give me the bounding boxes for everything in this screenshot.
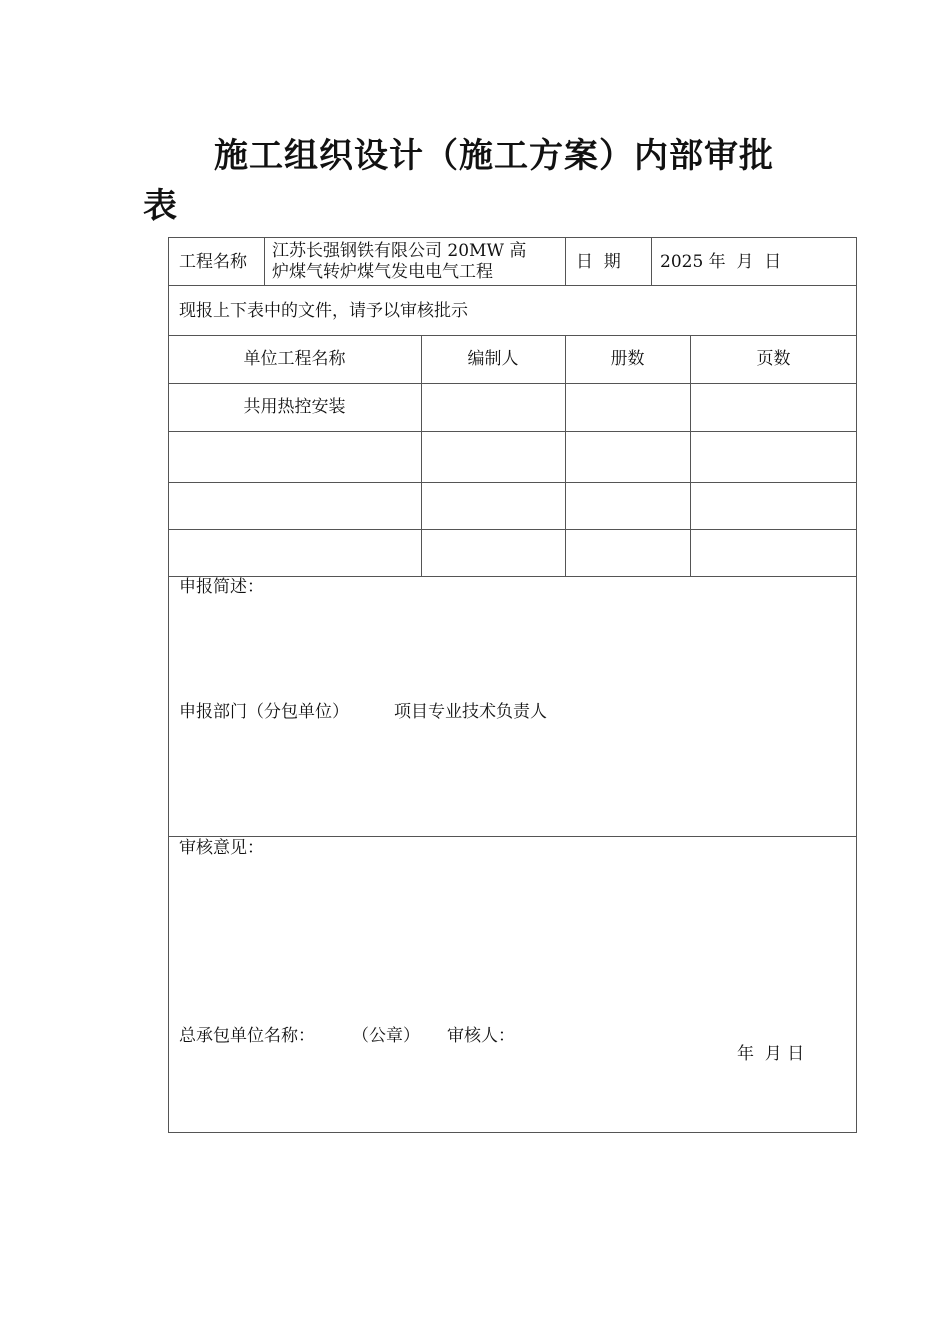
rule-after-row-2 <box>168 482 857 483</box>
column-header-unit-name: 单位工程名称 <box>243 349 346 369</box>
submission-department-label: 申报部门（分包单位） <box>179 702 349 722</box>
review-opinion-label: 审核意见： <box>179 838 264 858</box>
rule-after-columns <box>168 383 857 384</box>
column-divider-3 <box>690 335 691 576</box>
column-header-author: 编制人 <box>467 349 519 369</box>
title-line-1: 施工组织设计（施工方案）内部审批 <box>214 136 774 176</box>
column-divider-2 <box>565 335 566 576</box>
title-line-2: 表 <box>143 186 178 226</box>
project-name-value-line2: 炉煤气转炉煤气发电电气工程 <box>272 262 493 282</box>
contractor-name-label: 总承包单位名称： <box>179 1026 315 1046</box>
date-value: 2025 年 月 日 <box>660 252 782 272</box>
date-label: 日 期 <box>576 252 621 272</box>
header-divider-1 <box>264 237 265 285</box>
rule-after-header <box>168 285 857 286</box>
header-divider-2 <box>565 237 566 285</box>
request-text: 现报上下表中的文件，请予以审核批示 <box>179 301 468 321</box>
header-divider-3 <box>651 237 652 285</box>
rule-after-row-3 <box>168 529 857 530</box>
column-divider-1 <box>421 335 422 576</box>
column-header-volumes: 册数 <box>610 349 645 369</box>
rule-after-request <box>168 335 857 336</box>
rule-after-row-1 <box>168 431 857 432</box>
project-name-value-line1: 江苏长强钢铁有限公司 20MW 高 <box>272 241 527 261</box>
reviewer-label: 审核人： <box>447 1026 515 1046</box>
column-header-pages: 页数 <box>756 349 791 369</box>
rule-after-submission <box>168 836 857 837</box>
submission-summary-label: 申报简述： <box>179 577 264 597</box>
review-date-label: 年 月 日 <box>737 1044 805 1064</box>
project-name-label: 工程名称 <box>179 252 247 272</box>
seal-label: （公章） <box>352 1026 420 1046</box>
submission-tech-lead-label: 项目专业技术负责人 <box>394 702 547 722</box>
approval-form-table <box>168 237 857 1133</box>
rule-after-row-4 <box>168 576 857 577</box>
table-cell-unit-name: 共用热控安装 <box>243 397 346 417</box>
